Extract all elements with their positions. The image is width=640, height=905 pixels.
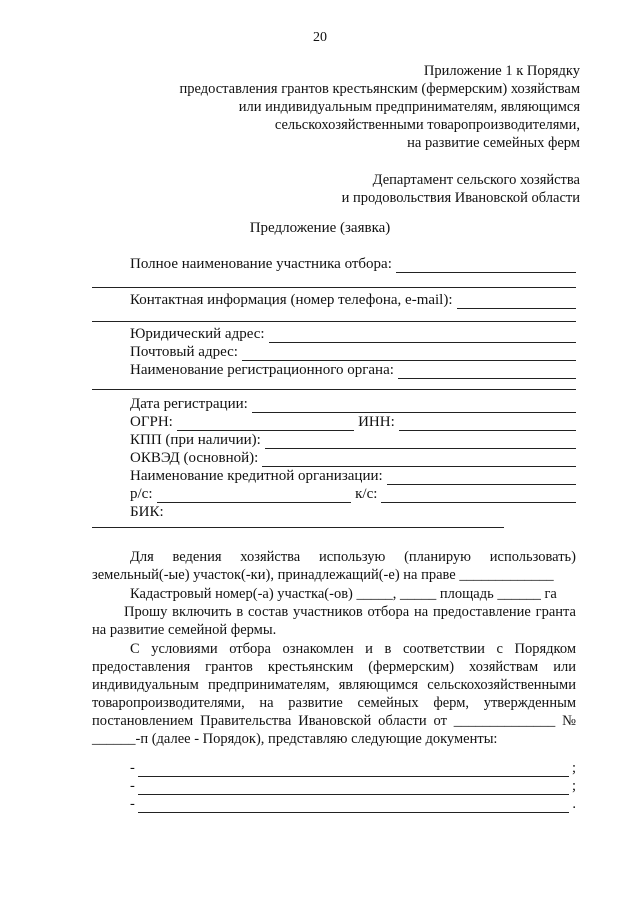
bik-label: БИК: bbox=[130, 504, 164, 520]
land-use-paragraph: Для ведения хозяйства использую (планирую использовать) земельный(-ые) участок(-ки), принадлежащий(-е) на праве _____________ bbox=[92, 549, 576, 583]
contact-label: Контактная информация (номер телефона, e-mail): bbox=[130, 292, 453, 308]
full-name-blank bbox=[396, 259, 576, 273]
department-heading bbox=[110, 171, 580, 207]
account-label: р/с: bbox=[130, 486, 153, 502]
cadastral-paragraph: Кадастровый номер(-а) участка(-ов) _____, _____ площадь ______ га bbox=[130, 586, 557, 602]
inn-label: ИНН: bbox=[358, 414, 395, 430]
accounts-field bbox=[130, 486, 576, 503]
conditions-paragraph: С условиями отбора ознакомлен и в соответствии с Порядком предоставления грантов крестьянским (фермерским) хозяйствам или индивидуальным предпринимателям, являющимся сельскохозяйственными товаропроизводителями, на развитие семейных ферм, утвержденным постановлением Правительства Ивановской области от ______________ № ______-п (далее - Порядок), представляю следующие документы: bbox=[92, 641, 576, 747]
contact-blank bbox=[457, 295, 576, 309]
postal-address-field bbox=[130, 344, 576, 361]
appendix-line: на развитие семейных ферм bbox=[407, 135, 580, 151]
account-blank bbox=[157, 489, 352, 503]
appendix-line: Приложение 1 к Порядку bbox=[423, 63, 580, 79]
contact-continuation-line bbox=[92, 320, 576, 322]
ogrn-inn-field bbox=[130, 414, 576, 431]
okved-label: ОКВЭД (основной): bbox=[130, 450, 259, 466]
document-item-dash: - bbox=[130, 796, 135, 812]
document-title: Предложение (заявка) bbox=[249, 220, 391, 236]
appendix-line: предоставления грантов крестьянским (фермерским) хозяйствам bbox=[179, 81, 580, 97]
inn-blank bbox=[399, 417, 576, 431]
postal-address-blank bbox=[242, 347, 576, 361]
contact-field bbox=[130, 292, 576, 309]
full-name-continuation-line bbox=[92, 286, 576, 288]
full-name-label: Полное наименование участника отбора: bbox=[130, 256, 392, 272]
legal-address-label: Юридический адрес: bbox=[130, 326, 265, 342]
document-item-blank bbox=[138, 799, 570, 813]
registration-body-label: Наименование регистрационного органа: bbox=[130, 362, 394, 378]
document-item-end: ; bbox=[571, 760, 576, 776]
department-line: и продовольствия Ивановской области bbox=[341, 190, 580, 206]
legal-address-field bbox=[130, 326, 576, 343]
kpp-label: КПП (при наличии): bbox=[130, 432, 261, 448]
ogrn-blank bbox=[177, 417, 354, 431]
registration-body-field bbox=[130, 362, 576, 379]
ogrn-label: ОГРН: bbox=[130, 414, 173, 430]
corr-account-blank bbox=[381, 489, 576, 503]
okved-field bbox=[130, 450, 576, 467]
registration-body-continuation-line bbox=[92, 388, 576, 390]
document-item-blank bbox=[138, 781, 569, 795]
appendix-heading bbox=[110, 62, 580, 152]
kpp-blank bbox=[265, 435, 576, 449]
registration-date-field bbox=[130, 396, 576, 413]
credit-org-field bbox=[130, 468, 576, 485]
registration-date-label: Дата регистрации: bbox=[130, 396, 248, 412]
registration-body-blank bbox=[398, 365, 576, 379]
bik-line bbox=[92, 526, 504, 528]
bik-field bbox=[130, 504, 576, 521]
document-item bbox=[130, 760, 576, 777]
full-name-field bbox=[130, 256, 576, 273]
document-item bbox=[130, 796, 576, 813]
appendix-line: сельскохозяйственными товаропроизводителями, bbox=[274, 117, 580, 133]
document-item-end: . bbox=[572, 796, 576, 812]
document-item bbox=[130, 778, 576, 795]
kpp-field bbox=[130, 432, 576, 449]
appendix-line: или индивидуальным предпринимателям, являющимся bbox=[238, 99, 580, 115]
request-paragraph: Прошу включить в состав участников отбора на предоставление гранта на развитие семейной фермы. bbox=[92, 604, 576, 638]
corr-account-label: к/с: bbox=[355, 486, 378, 502]
page-number: 20 bbox=[313, 30, 327, 45]
document-item-blank bbox=[138, 763, 569, 777]
okved-blank bbox=[262, 453, 576, 467]
credit-org-blank bbox=[387, 471, 576, 485]
credit-org-label: Наименование кредитной организации: bbox=[130, 468, 383, 484]
legal-address-blank bbox=[269, 329, 576, 343]
postal-address-label: Почтовый адрес: bbox=[130, 344, 238, 360]
document-item-dash: - bbox=[130, 760, 135, 776]
department-line: Департамент сельского хозяйства bbox=[372, 172, 580, 188]
document-item-end: ; bbox=[571, 778, 576, 794]
registration-date-blank bbox=[252, 399, 576, 413]
document-item-dash: - bbox=[130, 778, 135, 794]
